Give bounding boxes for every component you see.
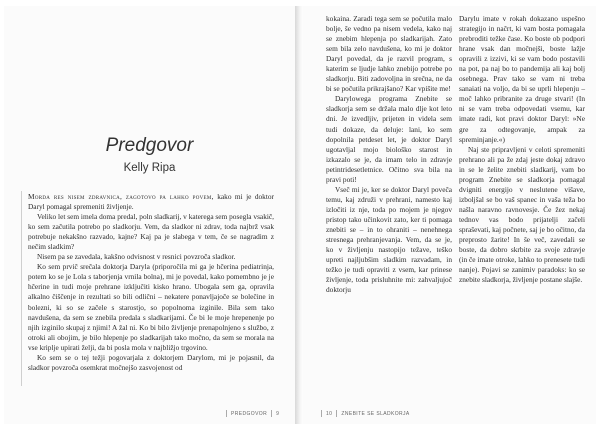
paragraph: kokaina. Zaradi tega sem se počutila malo bolje, še vedno pa nisem vedela, kako naj se znebim hlepenja po sladkarijah. Zato sem bila zelo navdušena, ko mi je doktor Daryl povedal, da je razvil program, s katerim se ljudje lahko znebijo potrebe po sladkorju. Biti zadovoljna in srečna, ne da bi se počutila prikrajšano? Kar vpišite me! <box>326 14 452 94</box>
page-number: 10 <box>326 410 333 417</box>
paragraph: Ko sem se o tej težji pogovarjala z doktorjem Darylom, mi je pojasnil, da sladkor povzroča osemkrat močnejšo zasvojenost od <box>28 352 274 372</box>
footer-running-title: ZNEBITE SE SLADKORJA <box>341 410 410 417</box>
page-number: 9 <box>276 410 280 417</box>
right-page <box>303 6 596 424</box>
left-page-text <box>28 192 274 373</box>
paragraph-text: kako mi je doktor Daryl pomagal spremeniti življenje. <box>28 192 274 212</box>
paragraph: Veliko let sem imela doma predal, poln sladkarij, v katerega sem posegla vsakič, ko sem začutila potrebo po sladkorju. Vem, da sladkor ni zdrav, toda najbrž vsak potrebuje nekakšno razvado, kajne? Kaj pa je slabega v tem, če se nagradim z nečim sladkim? <box>28 212 274 252</box>
paragraph: Nisem pa se zavedala, kakšno odvisnost v resnici povzroča sladkor. <box>37 252 236 262</box>
book-gutter <box>295 6 303 424</box>
footer-divider <box>226 410 227 417</box>
paragraph: Darylu imate v rokah dokazano uspešno strategijo in načrt, ki vam bosta pomagala prebroditi težke čase. Ko boste ob podpori hrane vsak dan močnejši, boste lažje opravili z izzivi, ki se vam bodo postavili na pot, pa naj bo to pandemija ali kaj bolj osebnega. Prav tako se vam ni treba sanaiati na voljo, da bi se uprli hlepenju – moč lahko pribranite za druge stvari! (In ni se vam treba odpovedati vsemu, kar imate radi, kot pravi doktor Daryl: »Ne gre za odtegovanje, ampak za spreminjanje.«) <box>459 14 585 144</box>
footer-running-title: PREDGOVOR <box>231 410 268 417</box>
footer-divider <box>271 410 272 417</box>
left-footer <box>222 410 279 417</box>
left-page <box>4 6 296 424</box>
margin-rule <box>21 191 22 386</box>
right-column-2 <box>459 14 585 285</box>
right-footer <box>317 410 410 417</box>
lead-paragraph <box>28 192 274 212</box>
chapter-title: Predgovor <box>105 135 194 156</box>
paragraph: Naj ste pripravljeni v celoti spremeniti prehrano ali pa že zdaj jeste dokaj zdravo in se le želite znebiti sladkarij, vam bo program Znebite se sladkorja pomagal dvigniti energijo v neslutene višave, izboljšal se bo vaš spanec in vaša teža bo našla naravno ravnovesje. Če žez nekaj tednov vas bodo prijatelji začeli spraševati, kaj počnete, saj je bo očitno, da preprosto žarite! In še več, zavedali se boste, da dobro skrbite za svoje zdravje (in če imate otroke, lahko to prenesete tudi nanje). Pojavi se zanimiv paradoks: ko se znebite sladkorja, življenje postane slajše. <box>459 144 585 285</box>
paragraph: Ko sem prvič srečala doktorja Daryla (priporočila mi ga je hčerina pediatrinja, potem ko se je Lola s taborjenja vrnila bolna), mi je povedal, kako pomembno je je hčerine in tudi moje prehrane izključiti kisko hrano. Ubogala sem ga, opravila alkalno čiščenje in rezultati so bili odlični – nekatere ponavljajoče se bolečine in bolezni, ki so se začele s starostjo, so popolnoma izginile. Bila sem tako navdušena, da sem se znebila predala s sladkarijami. Če bi le moje hrepenenje po njih izginilo skupaj z njimi! A žal ni. Ko bi bilo življenje prenapolnjeno s službo, z otroki ali obojim, je bilo hlepenje po sladkarijah tako močno, da sem se morala na vse kriplje upirati želji, da bi posla mola v najbližjo trgovino. <box>28 262 274 352</box>
paragraph: Darylowega programa Znebite se sladkorja sem se držala malo dlje kot leto dni. Je izvedljiv, prijeten in videla sem tudi dokaze, da deluje: lani, ko sem dopolnila petdeset let, je doktor Daryl ugotavljal mojo biološko starost in izkazalo se je, da imam telo in zdravje petintridesetletnice. Očitno sva bila na pravi poti! <box>326 94 452 184</box>
right-column-1 <box>326 14 452 295</box>
lead-small-caps: Morda res nisem zdravnica, zagotovo pa lahko povem, <box>28 192 214 201</box>
paragraph: Vseč mi je, ker se doktor Daryl poveča temu, kaj združi v prehrani, namesto kaj izločiti iz nje, toda po mojem je njegov pristop tako učinkovit zato, ker ti pomaga znebiti se – in to ohraniti – nenehnega stresnega prehranjevanja. Vem, da se je, ko v življenju nastopijo težave, teško upreti najljubšim sladkim razvadam, in težko je tudi opraviti z vsem, kar prinese življenje, toda prisluhnite mi: zahvaljujoč doktorju <box>326 184 452 295</box>
author-name: Kelly Ripa <box>123 162 176 174</box>
footer-divider <box>321 410 322 417</box>
footer-divider <box>336 410 337 417</box>
